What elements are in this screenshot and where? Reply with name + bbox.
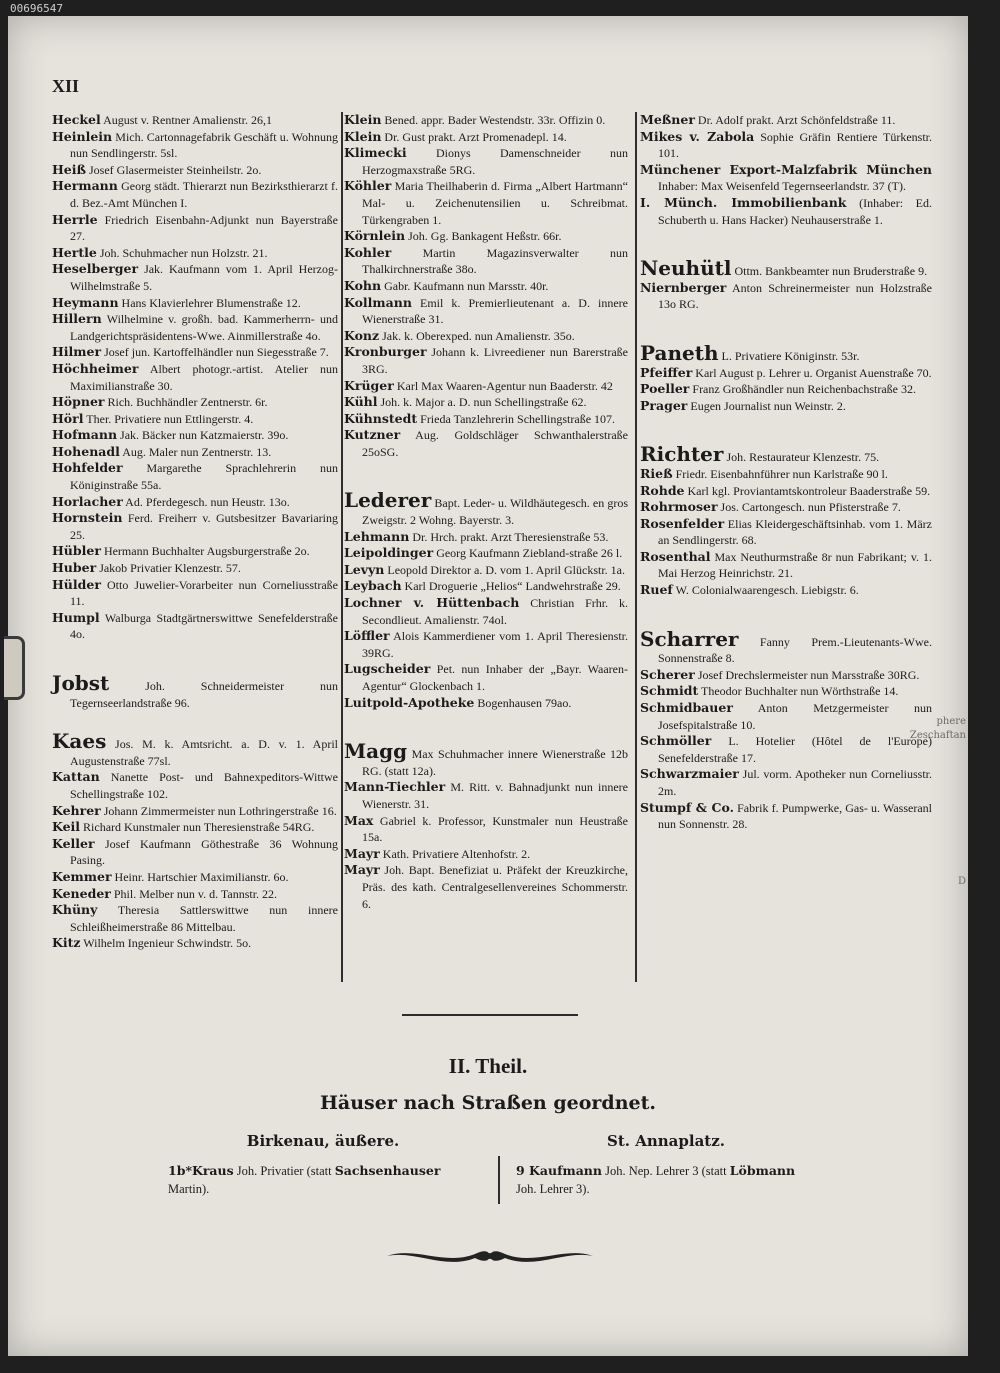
- directory-entry: [344, 488, 629, 528]
- entry-details: Margarethe Sprachlehrerin nun Königinstraße 55a.: [70, 461, 339, 493]
- entry-name: Mann-Tiechler: [344, 779, 446, 795]
- entry-name: Neuhütl: [640, 256, 732, 281]
- directory-entry: [52, 836, 338, 869]
- directory-entry: [52, 902, 338, 935]
- entry-details: Jos. M. k. Amtsricht. a. D. v. 1. April Augustenstraße 77sl.: [70, 737, 338, 768]
- directory-entry: [344, 145, 628, 178]
- directory-entry: [344, 862, 628, 912]
- entry-name: Horlacher: [52, 493, 123, 509]
- entry-name: Kühl: [344, 394, 378, 410]
- entry-name: Köhler: [344, 178, 392, 194]
- entry-details: Theodor Buchhalter nun Wörthstraße 14.: [701, 684, 899, 699]
- entry-name: Heiß: [52, 161, 87, 177]
- entry-details: Aug. Maler nun Zentnerstr. 13.: [122, 444, 272, 459]
- directory-entry: [52, 394, 338, 411]
- directory-entry: [640, 280, 932, 313]
- entry-name: Kohn: [344, 277, 382, 293]
- entry-details: Johann k. Livreediener nun Barerstraße 3RG.: [362, 345, 628, 376]
- entry-name: Paneth: [640, 340, 719, 365]
- scan-id: 00696547: [10, 2, 63, 15]
- directory-entry: [52, 671, 338, 711]
- directory-entry: [52, 295, 338, 312]
- directory-entry: [640, 667, 932, 684]
- entry-details: Jakob Privatier Klenzestr. 57.: [99, 561, 241, 576]
- entry-details: Fabrik f. Pumpwerke, Gas- u. Wasseranl nun Sonnenstr. 28.: [658, 800, 932, 832]
- entry-name: Kollmann: [344, 294, 412, 310]
- entry-name: Jobst: [52, 671, 110, 695]
- entry-details: Dr. Adolf prakt. Arzt Schönfeldstraße 11.: [697, 113, 896, 127]
- entry-name: Hofmann: [52, 427, 118, 443]
- entry-name: Rohde: [640, 482, 685, 498]
- entry-name: Hohfelder: [52, 460, 123, 476]
- entry-name: Max: [344, 812, 374, 828]
- entry-details: Leopold Direktor a. D. vom 1. April Glückstr. 1a.: [387, 562, 625, 577]
- entry-details: Max Neuthurmstraße 8r nun Fabrikant; v. 1. Mai Herzog Heinrichstr. 21.: [658, 549, 932, 581]
- entry-name: Hornstein: [52, 510, 123, 526]
- entry-name: Rosenfelder: [640, 515, 725, 531]
- entry-name: Keller: [52, 835, 95, 851]
- entry-name: Schmidbauer: [640, 700, 733, 716]
- house-entry-name-2: Löbmann: [729, 1163, 796, 1178]
- directory-entry: [52, 411, 338, 428]
- directory-entry: [344, 628, 628, 661]
- entry-details: Aug. Goldschläger Schwanthalerstraße 25oSG.: [362, 428, 629, 459]
- entry-name: Kattan: [52, 769, 100, 785]
- directory-entry: [344, 245, 628, 278]
- entry-name: Konz: [344, 327, 380, 343]
- directory-entry: [640, 499, 932, 516]
- entry-details: Mich. Cartonnagefabrik Geschäft u. Wohnung nun Sendlingerstr. 5sl.: [70, 129, 338, 161]
- directory-entry: [52, 178, 338, 211]
- entry-name: Klimecki: [344, 145, 407, 161]
- entry-name: Lederer: [344, 488, 432, 513]
- directory-entry: [52, 935, 338, 952]
- entry-name: Niernberger: [640, 279, 727, 295]
- directory-entry: [344, 427, 628, 460]
- directory-entry: [344, 278, 628, 295]
- entry-name: Höchheimer: [52, 360, 139, 376]
- margin-note: phere: [936, 716, 966, 727]
- directory-entry: [640, 112, 932, 129]
- entry-details: Dionys Damenschneider nun Herzogmaxstraße 5RG.: [362, 146, 628, 177]
- entry-details: Heinr. Hartschier Maximilianstr. 6o.: [114, 869, 289, 884]
- street-block: [168, 1132, 478, 1198]
- directory-entry: [52, 162, 338, 179]
- entry-details: Phil. Melber nun v. d. Tannstr. 22.: [113, 886, 278, 901]
- entry-details: Josef Glasermeister Steinheilstr. 2o.: [89, 162, 262, 177]
- entry-name: Mikes v. Zabola: [640, 128, 755, 144]
- directory-entry: [52, 610, 338, 643]
- ornament-flourish: [385, 1244, 595, 1268]
- street-block: [516, 1132, 816, 1198]
- entry-details: Emil k. Premierlieutenant a. D. innere Wienerstraße 31.: [362, 295, 629, 327]
- entry-details: Karl Droguerie „Helios“ Landwehrstraße 29.: [404, 579, 621, 594]
- entry-details: Karl kgl. Proviantamtskontroleur Baaderstraße 59.: [687, 483, 931, 498]
- entry-name: Huber: [52, 560, 97, 576]
- entry-details: Josef jun. Kartoffelhändler nun Siegesstraße 7.: [104, 345, 329, 360]
- entry-details: Inhaber: Max Weisenfeld Tegernseerlandstr. 37 (T).: [658, 179, 906, 194]
- street-entry: [168, 1162, 478, 1198]
- entry-name: Pfeiffer: [640, 364, 693, 380]
- street-name: Birkenau, äußere.: [246, 1132, 400, 1150]
- entry-name: Rosenthal: [640, 548, 711, 564]
- directory-entry: [640, 466, 932, 483]
- directory-entry: [52, 869, 338, 886]
- entry-name: Heselberger: [52, 261, 139, 277]
- entry-name: Meßner: [640, 112, 695, 127]
- entry-details: Friedr. Eisenbahnführer nun Karlstraße 90 l.: [675, 466, 888, 481]
- entry-details: August v. Rentner Amalienstr. 26,1: [103, 113, 272, 127]
- entry-name: Richter: [640, 442, 724, 467]
- directory-entry: [344, 112, 628, 129]
- entry-details: Friedrich Eisenbahn-Adjunkt nun Bayerstraße 27.: [70, 212, 338, 244]
- entry-details: Bogenhausen 79ao.: [477, 695, 572, 710]
- directory-entry: [52, 361, 338, 394]
- entry-name: Leipoldinger: [344, 545, 434, 561]
- directory-entry: [344, 813, 628, 846]
- entry-details: Joh. k. Major a. D. nun Schellingstraße 62.: [380, 395, 587, 410]
- directory-entry: [52, 560, 338, 577]
- entry-name: Levyn: [344, 561, 385, 577]
- directory-entry: [344, 129, 628, 146]
- directory-entry: [344, 595, 628, 628]
- entry-name: Prager: [640, 397, 688, 413]
- entry-details: Ther. Privatiere nun Ettlingerstr. 4.: [86, 411, 254, 426]
- entry-details: Anton Metzgermeister nun Josefspitalstraße 10.: [658, 701, 932, 732]
- entry-name: Heymann: [52, 294, 119, 310]
- entry-details: Nanette Post- und Bahnexpeditors-Wittwe Schellingstraße 102.: [70, 770, 339, 801]
- entry-name: Kronburger: [344, 344, 427, 360]
- entry-details: Maria Theilhaberin d. Firma „Albert Hartmann“ Mal- u. Zeichenutensilien u. Schreibmat. Türkengraben 1.: [362, 179, 629, 227]
- entry-details: Georg städt. Thierarzt nun Bezirksthierarzt f. d. Bez.-Amt München I.: [70, 179, 339, 210]
- entry-details: Frieda Tanzlehrerin Schellingstraße 107.: [420, 411, 616, 426]
- entry-name: Rieß: [640, 465, 673, 481]
- entry-name: Heckel: [52, 112, 101, 127]
- entry-name: Ruef: [640, 582, 673, 598]
- entry-details: Albert photogr.-artist. Atelier nun Maximilianstraße 30.: [70, 361, 339, 393]
- directory-entry: [640, 516, 932, 549]
- entry-name: Rohrmoser: [640, 499, 718, 515]
- entry-name: Kutzner: [344, 427, 401, 443]
- directory-entry: [344, 695, 628, 712]
- entry-name: Kemmer: [52, 868, 112, 884]
- directory-entry: [52, 245, 338, 262]
- entry-details: Rich. Buchhändler Zentnerstr. 6r.: [107, 395, 268, 410]
- entry-details: Alois Kammerdiener vom 1. April Theresienstr. 39RG.: [362, 629, 628, 660]
- directory-entry: [344, 739, 629, 779]
- page-number: XII: [52, 76, 80, 96]
- entry-name: Keneder: [52, 885, 111, 901]
- directory-entry: [640, 162, 932, 195]
- entry-name: Humpl: [52, 609, 100, 625]
- directory-entry: [640, 340, 932, 365]
- directory-entry: [52, 769, 338, 802]
- house-entry-text: Joh. Privatier (statt: [233, 1164, 335, 1178]
- entry-name: Münchener Export-Malzfabrik München: [640, 161, 932, 177]
- entry-details: Joh. Schuhmacher nun Holzstr. 21.: [99, 245, 268, 260]
- directory-entry: [52, 494, 338, 511]
- entry-details: Pet. nun Inhaber der „Bayr. Waaren-Agentur“ Glockenbach 1.: [362, 662, 628, 693]
- entry-name: Kitz: [52, 935, 81, 951]
- entry-details: Walburga Stadtgärtnerswittwe Senefelderstraße 4o.: [70, 610, 338, 642]
- directory-entry: [52, 510, 338, 543]
- part-subtitle: Häuser nach Straßen geordnet.: [319, 1092, 657, 1114]
- entry-name: Lehmann: [344, 528, 410, 544]
- entry-details: Ferd. Freiherr v. Gutsbesitzer Bavariaring 25.: [70, 511, 338, 542]
- entry-details: Josef Kaufmann Göthestraße 36 Wohnung Pasing.: [70, 836, 339, 868]
- house-entry-name: 9 Kaufmann: [516, 1163, 602, 1178]
- directory-entry: [640, 381, 932, 398]
- entry-details: Joh. Bapt. Benefiziat u. Präfekt der Kreuzkirche, Präs. des kath. Centralgesellenvereines Schommerstr. 6.: [362, 863, 629, 911]
- entry-details: Jak. Kaufmann vom 1. April Herzog-Wilhelmstraße 5.: [70, 262, 338, 293]
- entry-name: Hübler: [52, 543, 101, 559]
- entry-name: Hohenadl: [52, 443, 120, 459]
- entry-details: Kath. Privatiere Altenhofstr. 2.: [382, 846, 531, 861]
- entry-details: Richard Kunstmaler nun Theresienstraße 54RG.: [83, 820, 315, 835]
- entry-details: Jul. vorm. Apotheker nun Corneliusstr. 2m.: [658, 767, 933, 798]
- directory-entry: [640, 398, 932, 415]
- directory-entry: [640, 733, 932, 766]
- entry-name: Höpner: [52, 394, 105, 410]
- entry-name: Klein: [344, 112, 382, 127]
- entry-name: Schwarzmaier: [640, 766, 739, 782]
- directory-entry: [52, 803, 338, 820]
- entry-name: Lochner v. Hüttenbach: [344, 595, 520, 611]
- entry-name: Mayr: [344, 862, 380, 878]
- entry-name: Hörl: [52, 410, 84, 426]
- entry-details: Georg Kaufmann Ziebland-straße 26 l.: [436, 546, 623, 561]
- entry-details: Otto Juwelier-Vorarbeiter nun Corneliusstraße 11.: [70, 577, 338, 609]
- directory-entry: [640, 766, 932, 799]
- directory-entry: [344, 562, 628, 579]
- entry-name: Körnlein: [344, 228, 406, 244]
- section-divider: [402, 1014, 578, 1016]
- directory-entry: [344, 846, 628, 863]
- entry-name: Poeller: [640, 381, 690, 397]
- entry-details: Hans Klavierlehrer Blumenstraße 12.: [121, 295, 301, 310]
- directory-entry: [344, 394, 628, 411]
- entry-details: Fanny Prem.-Lieutenants-Wwe. Sonnenstraße 8.: [658, 634, 932, 666]
- directory-entry: [640, 129, 932, 162]
- entry-details: Martin Magazinsverwalter nun Thalkirchnerstraße 38o.: [362, 245, 628, 277]
- directory-entry: [640, 626, 932, 667]
- directory-entry: [640, 549, 932, 582]
- entry-details: Johann Zimmermeister nun Lothringerstraße 16.: [103, 803, 337, 818]
- directory-entry: [344, 344, 628, 377]
- entry-details: Joh. Schneidermeister nun Tegernseerlandstraße 96.: [70, 679, 338, 710]
- entry-name: Mayr: [344, 845, 380, 861]
- directory-entry: [344, 529, 628, 546]
- directory-entry: [52, 729, 338, 769]
- entry-name: Scharrer: [640, 626, 739, 651]
- directory-entry: [52, 212, 338, 245]
- entry-details: Jos. Cartongesch. nun Pfisterstraße 7.: [720, 500, 901, 515]
- directory-entry: [640, 256, 932, 281]
- directory-entry: [52, 444, 338, 461]
- entry-details: Theresia Sattlerswittwe nun innere Schleißheimerstraße 86 Mittelbau.: [70, 903, 338, 934]
- entry-name: I. Münch. Immobilienbank: [640, 194, 847, 210]
- house-entry-name: 1b*Kraus: [168, 1163, 234, 1178]
- entry-details: Jak. Bäcker nun Katzmaierstr. 39o.: [120, 428, 289, 443]
- entry-name: Stumpf & Co.: [640, 799, 734, 815]
- entry-name: Lugscheider: [344, 661, 431, 677]
- entry-details: L. Privatiere Königinstr. 53r.: [721, 348, 860, 363]
- street-rule: [498, 1156, 500, 1204]
- entry-details: Franz Großhändler nun Reichenbachstraße 32.: [692, 382, 916, 397]
- entry-details: Josef Drechslermeister nun Marsstraße 30RG.: [697, 667, 920, 682]
- directory-entry: [52, 129, 338, 162]
- entry-details: Karl August p. Lehrer u. Organist Auenstraße 70.: [695, 365, 932, 380]
- entry-name: Heinlein: [52, 128, 113, 144]
- entry-details: (Inhaber: Ed. Schuberth u. Hans Hacker) Neuhauserstraße 1.: [658, 195, 932, 227]
- margin-note: Zeschaftan: [909, 730, 966, 741]
- part-title: II. Theil.: [448, 1054, 528, 1078]
- entry-details: Ottm. Bankbeamter nun Bruderstraße 9.: [734, 264, 928, 279]
- entry-name: Magg: [344, 739, 408, 764]
- entry-name: Löffler: [344, 628, 390, 644]
- directory-entry: [344, 779, 628, 812]
- entry-name: Kaes: [52, 729, 107, 754]
- house-entry-text-2: Martin).: [168, 1182, 210, 1196]
- entry-details: Elias Kleidergeschäftsinhab. vom 1. März an Sendlingerstr. 68.: [658, 516, 932, 548]
- entry-details: Wilhelmine v. großh. bad. Kammerherrn- und Landgerichtspräsidentens-Wwe. Ainmillerstraße 4o.: [70, 312, 338, 343]
- directory-column-1: [52, 112, 338, 952]
- entry-details: Karl Max Waaren-Agentur nun Baaderstr. 42: [396, 378, 613, 393]
- entry-details: L. Hotelier (Hôtel de l'Europe) Senefelderstraße 17.: [658, 734, 932, 765]
- directory-entry: [52, 819, 338, 836]
- column-rule: [635, 112, 637, 982]
- entry-name: Leybach: [344, 578, 402, 594]
- entry-details: Dr. Gust prakt. Arzt Promenadepl. 14.: [384, 129, 567, 144]
- entry-name: Hermann: [52, 178, 118, 194]
- entry-details: Bened. appr. Bader Westendstr. 33r. Offizin 0.: [384, 113, 606, 127]
- entry-details: Ad. Pferdegesch. nun Heustr. 13o.: [125, 494, 290, 509]
- street-name: St. Annaplatz.: [607, 1132, 725, 1150]
- directory-entry: [640, 365, 932, 382]
- house-entry-text: Joh. Nep. Lehrer 3 (statt: [601, 1164, 730, 1178]
- directory-entry: [344, 378, 628, 395]
- entry-details: Gabriel k. Professor, Kunstmaler nun Heustraße 15a.: [362, 813, 628, 845]
- directory-entry: [52, 543, 338, 560]
- entry-name: Schmöller: [640, 733, 712, 749]
- entry-name: Hillern: [52, 311, 102, 327]
- entry-name: Herrle: [52, 211, 98, 227]
- entry-name: Khüny: [52, 902, 98, 918]
- entry-name: Kühnstedt: [344, 410, 418, 426]
- directory-entry: [52, 311, 338, 344]
- directory-entry: [52, 261, 338, 294]
- entry-details: M. Ritt. v. Bahnadjunkt nun innere Wienerstr. 31.: [362, 780, 628, 811]
- directory-entry: [52, 112, 338, 129]
- entry-details: Joh. Gg. Bankagent Heßstr. 66r.: [408, 229, 562, 244]
- entry-name: Hülder: [52, 576, 101, 592]
- directory-entry: [640, 683, 932, 700]
- directory-entry: [52, 427, 338, 444]
- entry-name: Hilmer: [52, 344, 102, 360]
- entry-details: Max Schuhmacher innere Wienerstraße 12b RG. (statt 12a).: [362, 747, 629, 778]
- directory-entry: [640, 800, 932, 833]
- entry-details: Bapt. Leder- u. Wildhäutegesch. en gros Zweigstr. 2 Wohng. Bayerstr. 3.: [362, 496, 629, 528]
- entry-details: W. Colonialwaarengesch. Liebigstr. 6.: [675, 583, 859, 598]
- entry-name: Krüger: [344, 377, 394, 393]
- entry-details: Eugen Journalist nun Weinstr. 2.: [690, 398, 846, 413]
- directory-entry: [52, 886, 338, 903]
- column-rule: [341, 112, 343, 982]
- entry-details: Christian Frhr. k. Secondlieut. Amalienstr. 74ol.: [362, 596, 628, 627]
- directory-entry: [52, 577, 338, 610]
- entry-name: Hertle: [52, 244, 97, 260]
- entry-details: Jak. k. Oberexped. nun Amalienstr. 35o.: [382, 328, 575, 343]
- entry-name: Kehrer: [52, 802, 101, 818]
- directory-column-2: [344, 112, 628, 912]
- directory-entry: [52, 460, 338, 493]
- entry-details: Hermann Buchhalter Augsburgerstraße 2o.: [103, 544, 310, 559]
- directory-entry: [52, 344, 338, 361]
- binder-clip: [4, 636, 25, 700]
- directory-entry: [344, 661, 628, 694]
- directory-column-3: [640, 112, 932, 833]
- directory-entry: [640, 483, 932, 500]
- directory-entry: [344, 578, 628, 595]
- entry-name: Keil: [52, 819, 81, 835]
- directory-entry: [640, 442, 932, 467]
- street-entry: [516, 1162, 816, 1198]
- scanned-page: [8, 2, 968, 1356]
- entry-details: Sophie Gräfin Rentiere Türkenstr. 101.: [658, 129, 933, 161]
- margin-note: D: [957, 876, 966, 887]
- house-entry-name-2: Sachsenhauser: [334, 1163, 441, 1178]
- entry-details: Wilhelm Ingenieur Schwindstr. 5o.: [83, 936, 252, 951]
- directory-entry: [344, 228, 628, 245]
- directory-entry: [344, 411, 628, 428]
- directory-entry: [344, 178, 628, 228]
- directory-entry: [640, 582, 932, 599]
- entry-name: Scherer: [640, 666, 695, 682]
- entry-details: Joh. Restaurateur Klenzestr. 75.: [726, 450, 880, 465]
- entry-name: Klein: [344, 128, 382, 144]
- entry-name: Kohler: [344, 244, 392, 260]
- entry-name: Schmidt: [640, 683, 699, 699]
- directory-entry: [344, 545, 628, 562]
- house-entry-text-2: Joh. Lehrer 3).: [516, 1182, 590, 1196]
- directory-entry: [640, 700, 932, 733]
- entry-details: Gabr. Kaufmann nun Marsstr. 40r.: [384, 278, 549, 293]
- directory-entry: [344, 295, 628, 328]
- entry-name: Luitpold-Apotheke: [344, 694, 475, 710]
- entry-details: Dr. Hrch. prakt. Arzt Theresienstraße 53.: [412, 529, 609, 544]
- directory-entry: [640, 195, 932, 228]
- directory-entry: [344, 328, 628, 345]
- entry-details: Anton Schreinermeister nun Holzstraße 13o RG.: [658, 280, 932, 312]
